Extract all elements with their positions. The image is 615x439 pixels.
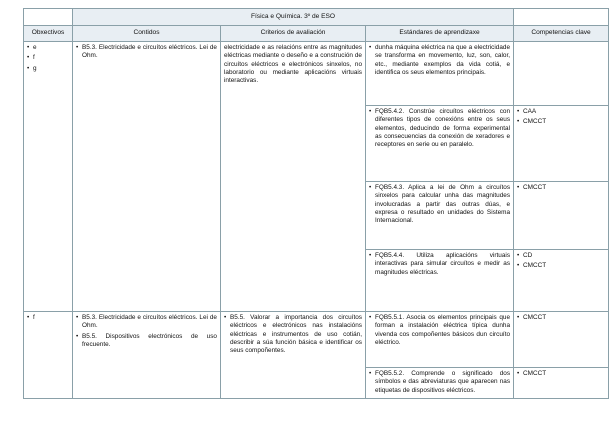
- standard-item: [366, 182, 513, 250]
- list-item: • B5.5. Valorar a importancia dos circuítos eléctricos e electrónicos nas instalacións eléctricas e instrumentos de uso cotián, describir a súa función básica e identificar os seus compoñentes.: [224, 314, 362, 356]
- competence-item: • CMCCT: [517, 370, 605, 378]
- header-contents: Contidos: [73, 26, 221, 41]
- list-item: • f: [27, 54, 69, 62]
- competence-list: [517, 184, 605, 192]
- competence-item: • CAA: [517, 108, 605, 116]
- competence-item: • CMCCT: [517, 314, 605, 322]
- list-item: • B5.3. Electricidade e circuítos eléctricos. Lei de Ohm.: [76, 314, 217, 331]
- competence-group: [514, 250, 608, 276]
- competence-item: • CMCCT: [517, 184, 605, 192]
- header-competences: Competencias clave: [514, 26, 609, 41]
- standard-item: [366, 250, 513, 280]
- objectives-cell: [24, 41, 73, 311]
- criteria-text: electricidade e as relacións entre as magnitudes eléctricas mediante o deseño e a construción de circuítos eléctricos e electrónicos sinxelos, no laboratorio ou mediante aplicacións virtuais interactivas.: [224, 43, 362, 85]
- criteria-cell: [221, 311, 366, 398]
- caption-row: [24, 9, 609, 26]
- standard-item: [366, 106, 513, 182]
- criteria-cell: [221, 41, 366, 311]
- competence-group: [514, 312, 608, 368]
- standard-item: [366, 42, 513, 106]
- competence-list: [517, 252, 605, 271]
- criteria-list: [224, 314, 362, 356]
- objectives-list: [27, 314, 69, 322]
- standard-text: FQB5.4.4. Utiliza aplicacións virtuais interactivas para simular circuítos e medir as magnitudes eléctricas.: [375, 251, 511, 276]
- competence-group: [514, 42, 608, 106]
- competence-list: [517, 370, 605, 378]
- objectives-cell: [24, 311, 73, 398]
- corner-cell: [24, 9, 73, 26]
- standard-text: FQB5.5.1. Asocia os elementos principais que forman a instalación eléctrica típica dunha vivenda cos compoñentes básicos dun circuíto eléctrico.: [375, 313, 511, 347]
- table-caption: Física e Química. 3º de ESO: [73, 9, 514, 26]
- standard-text: FQB5.5.2. Comprende o significado dos símbolos e das abreviaturas que aparecen nas etiquetas de dispositivos eléctricos.: [375, 369, 511, 394]
- header-standards: Estándares de aprendizaxe: [366, 26, 514, 41]
- header-row: [24, 26, 609, 41]
- list-item: • B5.5. Dispositivos electrónicos de uso frecuente.: [76, 333, 217, 350]
- header-objectives: Obxectivos: [24, 26, 73, 41]
- standard-text: FQB5.4.2. Constrúe circuítos eléctricos con diferentes tipos de conexións entre os seus elementos, deducindo de forma experimental as consecuencias da conexión de xeradores e receptores en serie ou en paralelo.: [375, 107, 511, 149]
- list-item: • e: [27, 44, 69, 52]
- competence-group: [514, 182, 608, 250]
- standard-item: [366, 312, 513, 368]
- standards-cell: [366, 311, 514, 398]
- curriculum-table: [23, 8, 609, 399]
- contents-cell: [73, 311, 221, 398]
- table-row: [24, 41, 609, 311]
- competence-list: [517, 314, 605, 322]
- competence-group: [514, 106, 608, 182]
- contents-cell: [73, 41, 221, 311]
- competence-list: [517, 108, 605, 127]
- table-row: [24, 311, 609, 398]
- header-criteria: Criterios de avaliación: [221, 26, 366, 41]
- competence-group: [514, 368, 608, 383]
- contents-list: [76, 44, 217, 61]
- list-item: • B5.3. Electricidade e circuítos eléctricos. Lei de Ohm.: [76, 44, 217, 61]
- competences-cell: [514, 41, 609, 311]
- standard-item: [366, 368, 513, 398]
- competence-item: • CD: [517, 252, 605, 260]
- objectives-list: [27, 44, 69, 73]
- standard-text: FQB5.4.3. Aplica a lei de Ohm a circuítos sinxelos para calcular unha das magnitudes involucradas a partir das outras dúas, e expresa o resultado en unidades do Sistema Internacional.: [375, 183, 511, 225]
- competence-item: • CMCCT: [517, 118, 605, 126]
- competences-cell: [514, 311, 609, 398]
- list-item: • g: [27, 65, 69, 73]
- standard-text: dunha máquina eléctrica na que a electricidade se transforma en movemento, luz, son, calor, etc., mediante exemplos da vida cotiá, e identifica os seus elementos principais.: [375, 43, 511, 77]
- standards-cell: [366, 41, 514, 311]
- competence-item: • CMCCT: [517, 262, 605, 270]
- list-item: • f: [27, 314, 69, 322]
- corner-cell-right: [514, 9, 609, 26]
- contents-list: [76, 314, 217, 350]
